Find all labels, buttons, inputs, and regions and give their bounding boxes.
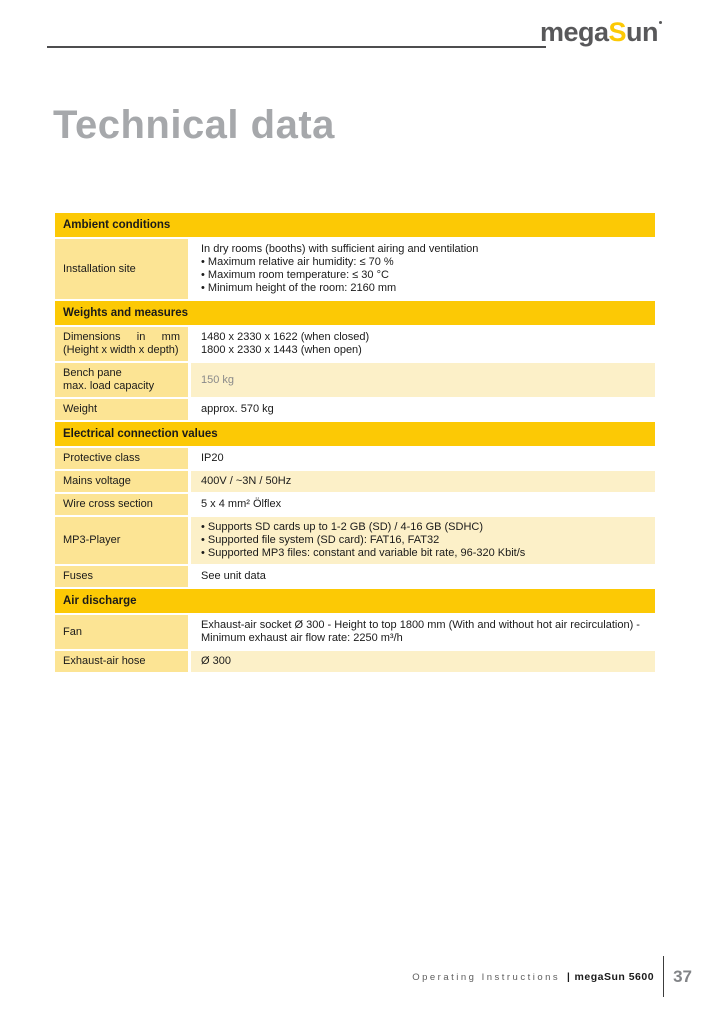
row-label-line: Exhaust-air hose [63,655,146,667]
page-title: Technical data [53,103,335,147]
table-row [55,566,655,587]
megasun-logo [540,19,662,46]
row-value-bullet: • Supports SD cards up to 1-2 GB (SD) / 4-16 GB (SDHC) [201,521,645,534]
row-label-line: Weight [63,403,98,415]
logo-text-s: S [608,17,626,47]
row-label [55,651,188,672]
row-value-line: 1800 x 2330 x 1443 (when open) [201,344,362,356]
row-label [55,399,188,420]
row-value [191,327,655,361]
row-value-bullet: • Maximum room temperature: ≤ 30 °C [201,269,645,282]
row-value [191,399,655,420]
row-value [191,363,655,397]
page-footer [55,956,692,997]
row-label-line: Protective class [63,452,141,464]
header-rule [47,46,546,48]
row-value [191,239,655,299]
footer-product-name: megaSun 5600 [574,970,655,983]
footer-rule [663,956,664,997]
row-value-bullet: • Maximum relative air humidity: ≤ 70 % [201,256,645,269]
table-row [55,363,655,397]
row-label [55,517,188,564]
row-value-line: 1480 x 2330 x 1622 (when closed) [201,331,370,343]
row-label-line: Wire cross section [63,498,153,510]
table-row [55,651,655,672]
footer-doc-type: Operating Instructions [412,971,561,983]
trademark-dot-icon [659,21,662,24]
row-value [191,517,655,564]
row-label-line: MP3-Player [63,534,121,546]
row-label-line: Mains voltage [63,475,131,487]
row-value-bullet: • Supported file system (SD card): FAT16, FAT32 [201,534,645,547]
table-row [55,615,655,649]
row-label [55,471,188,492]
table-row [55,239,655,299]
row-label [55,448,188,469]
row-label-line: Installation site [63,262,136,275]
row-value-bullet: • Minimum height of the room: 2160 mm [201,282,645,295]
section-header: Ambient conditions [55,213,655,237]
table-row [55,327,655,361]
row-value-line: 5 x 4 mm² Ölflex [201,498,282,510]
logo-text-mega: mega [539,17,609,47]
page-number: 37 [673,967,692,986]
section-header: Air discharge [55,589,655,613]
row-label-line: Fan [63,625,82,638]
row-label [55,363,188,397]
row-value [191,651,655,672]
row-value-bullet: • Supported MP3 files: constant and variable bit rate, 96-320 Kbit/s [201,547,645,560]
row-value [191,615,655,649]
table-row [55,494,655,515]
row-label [55,615,188,649]
row-label [55,327,188,361]
row-value-line: IP20 [201,452,224,464]
row-value [191,448,655,469]
row-value-line: In dry rooms (booths) with sufficient airing and ventilation [201,243,479,255]
row-label [55,494,188,515]
row-label-line: max. load capacity [63,380,155,392]
row-label-line: Fuses [63,570,93,582]
row-value-line: Ø 300 [201,655,231,667]
row-label-line: Bench pane [63,367,122,379]
section-header: Electrical connection values [55,422,655,446]
row-value-line: Exhaust-air socket Ø 300 - Height to top 1800 mm (With and without hot air recirculation) - Minimum exhaust air flow rate: 2250 m³/h [201,619,640,644]
table-row [55,471,655,492]
row-value-line: 150 kg [201,373,235,386]
row-value-line: See unit data [201,570,266,582]
row-label-line: (Height x width x depth) [63,344,179,356]
footer-separator: | [566,971,570,983]
row-label-line: Dimensions in mm [63,331,180,343]
row-value [191,494,655,515]
row-value-line: approx. 570 kg [201,403,274,415]
technical-table [55,213,655,674]
row-value [191,566,655,587]
row-value-line: 400V / ~3N / 50Hz [201,475,292,487]
row-label [55,239,188,299]
row-value [191,471,655,492]
table-row [55,399,655,420]
table-row [55,448,655,469]
footer-text [55,971,654,983]
row-label [55,566,188,587]
table-row [55,517,655,564]
logo-text-un: un [626,17,658,47]
section-header: Weights and measures [55,301,655,325]
